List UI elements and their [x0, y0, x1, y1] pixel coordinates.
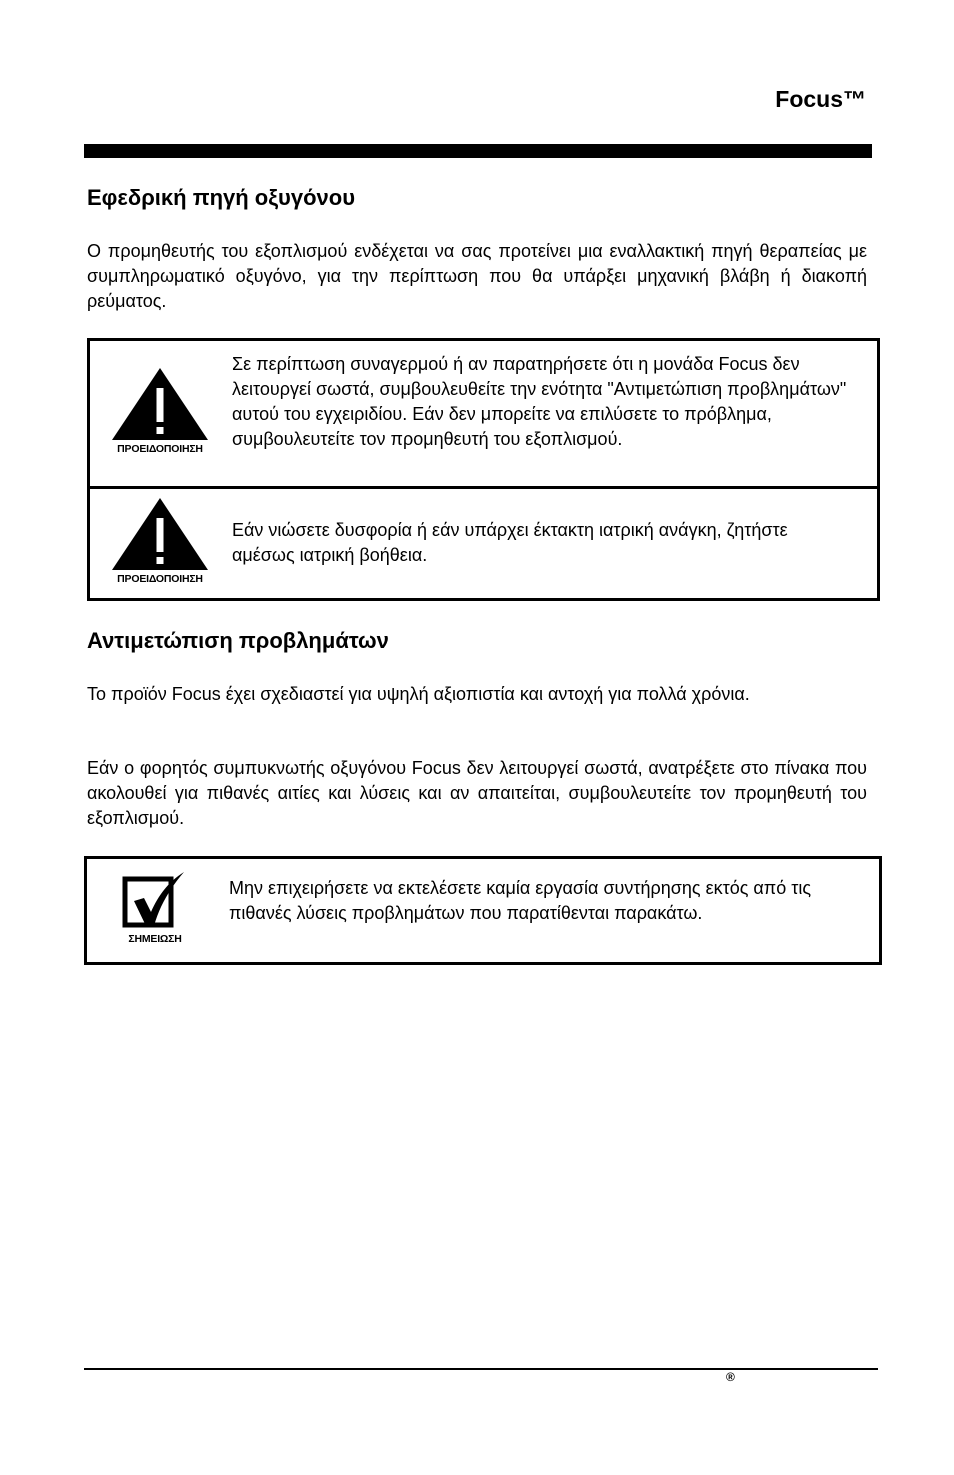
page-header-title: Focus™ — [775, 86, 866, 112]
bottom-rule — [84, 1368, 878, 1370]
warning-box — [87, 338, 880, 601]
warning-triangle-icon — [110, 496, 210, 572]
troubleshooting-paragraph-2: Εάν ο φορητός συμπυκνωτής οξυγόνου Focus δεν λειτουργεί σωστά, ανατρέξετε στο πίνακα που ακολουθεί για πιθανές αιτίες και λύσεις και αν απαιτείται, συμβουλευτείτε τον προμηθευτή του εξοπλισμού. — [87, 758, 867, 828]
warning-text: Σε περίπτωση συναγερμού ή αν παρατηρήσετε ότι η μονάδα Focus δεν λειτουργεί σωστά, συμβουλευθείτε την ενότητα "Αντιμετώπιση προβλημάτων" αυτού του εγχειριδίου. Εάν δεν μπορείτε να επιλύσετε το πρόβλημα, συμβουλευτείτε τον προμηθευτή του εξοπλισμού. — [232, 354, 847, 449]
troubleshooting-paragraph-1: Το προϊόν Focus έχει σχεδιαστεί για υψηλή αξιοπιστία και αντοχή για πολλά χρόνια. — [87, 684, 750, 704]
warning-icon-cell — [106, 366, 214, 455]
backup-oxygen-paragraph: Ο προμηθευτής του εξοπλισμού ενδέχεται να σας προτείνει μια εναλλακτική πηγή θεραπείας με συμπληρωματικό οξυγόνο, για την περίπτωση που θα υπάρξει μηχανική βλάβη ή διακοπή ρεύματος. — [87, 241, 867, 311]
warning-label: ΠΡΟΕΙΔΟΠΟΙΗΣΗ — [117, 443, 203, 455]
note-text: Μην επιχειρήσετε να εκτελέσετε καμία εργασία συντήρησης εκτός από τις πιθανές λύσεις προβλημάτων που παρατίθενται παρακάτω. — [229, 878, 812, 923]
checkbox-check-icon — [120, 870, 190, 932]
note-label: ΣΗΜΕΙΩΣΗ — [128, 933, 182, 945]
top-rule — [84, 144, 872, 158]
registered-mark: ® — [726, 1370, 735, 1384]
section-heading-troubleshooting: Αντιμετώπιση προβλημάτων — [87, 628, 389, 653]
note-box — [84, 856, 882, 965]
warning-row — [90, 341, 877, 489]
section-heading-backup-oxygen: Εφεδρική πηγή οξυγόνου — [87, 185, 355, 210]
warning-icon-cell — [106, 496, 214, 585]
note-icon-cell — [107, 870, 203, 945]
warning-text: Εάν νιώσετε δυσφορία ή εάν υπάρχει έκτακτη ιατρική ανάγκη, ζητήστε αμέσως ιατρική βοήθεια. — [232, 520, 788, 565]
warning-row — [90, 489, 877, 598]
warning-label: ΠΡΟΕΙΔΟΠΟΙΗΣΗ — [117, 573, 203, 585]
warning-triangle-icon — [110, 366, 210, 442]
